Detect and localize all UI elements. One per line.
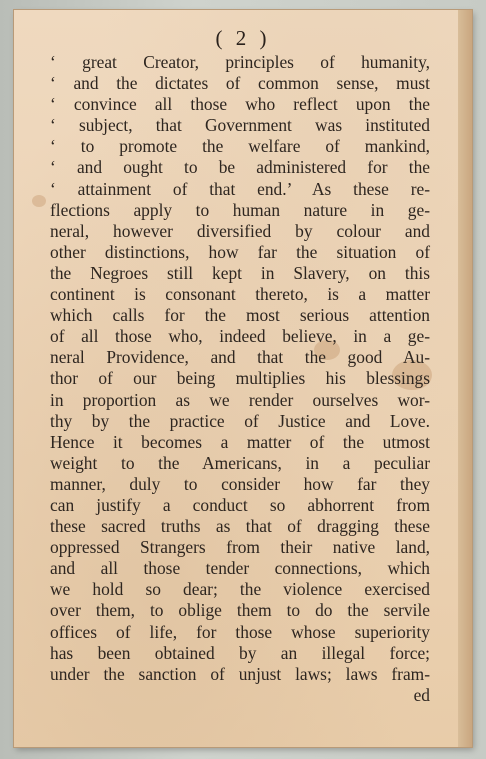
text-line: offices of life, for those whose superiority [50,621,430,642]
text-line: flections apply to human nature in ge- [50,199,430,220]
text-line: ‘ to promote the welfare of mankind, [50,136,430,157]
text-line: can justify a conduct so abhorrent from [50,494,430,515]
text-line: manner, duly to consider how far they [50,473,430,494]
text-line: ‘ great Creator, principles of humanity, [50,52,430,72]
text-line: ‘ subject, that Government was instituted [50,115,430,136]
text-line: continent is consonant thereto, is a matter [50,284,430,305]
text-line: and all those tender connections, which [50,558,430,579]
text-line: thor of our being multiplies his blessings [50,368,430,389]
text-line: the Negroes still kept in Slavery, on this [50,262,430,283]
text-line: has been obtained by an illegal force; [50,642,430,663]
text-line: ‘ convince all those who reflect upon the [50,94,430,115]
text-line: thy by the practice of Justice and Love. [50,410,430,431]
page-number: ( 2 ) [215,26,271,50]
text-line: in proportion as we render ourselves wor- [50,389,430,410]
text-line: we hold so dear; the violence exercised [50,579,430,600]
page-body-text [50,52,430,706]
text-line: neral, however diversified by colour and [50,220,430,241]
text-line: these sacred truths as that of dragging these [50,516,430,537]
foxing-stain [32,195,46,207]
text-line: ‘ and the dictates of common sense, must [50,73,430,94]
text-line: neral Providence, and that the good Au- [50,347,430,368]
page-edge [458,10,472,747]
text-line: Hence it becomes a matter of the utmost [50,431,430,452]
text-line: over them, to oblige them to do the servile [50,600,430,621]
catchword: ed [413,684,430,705]
text-line: ‘ and ought to be administered for the [50,157,430,178]
text-line: weight to the Americans, in a peculiar [50,452,430,473]
text-line: ‘ attainment of that end.’ As these re- [50,178,430,199]
text-line: oppressed Strangers from their native land, [50,537,430,558]
text-line: under the sanction of unjust laws; laws fram- [50,663,430,684]
book-page [14,10,472,747]
text-line: of all those who, indeed believe, in a ge- [50,326,430,347]
text-line: other distinctions, how far the situation of [50,241,430,262]
text-line: which calls for the most serious attention [50,305,430,326]
